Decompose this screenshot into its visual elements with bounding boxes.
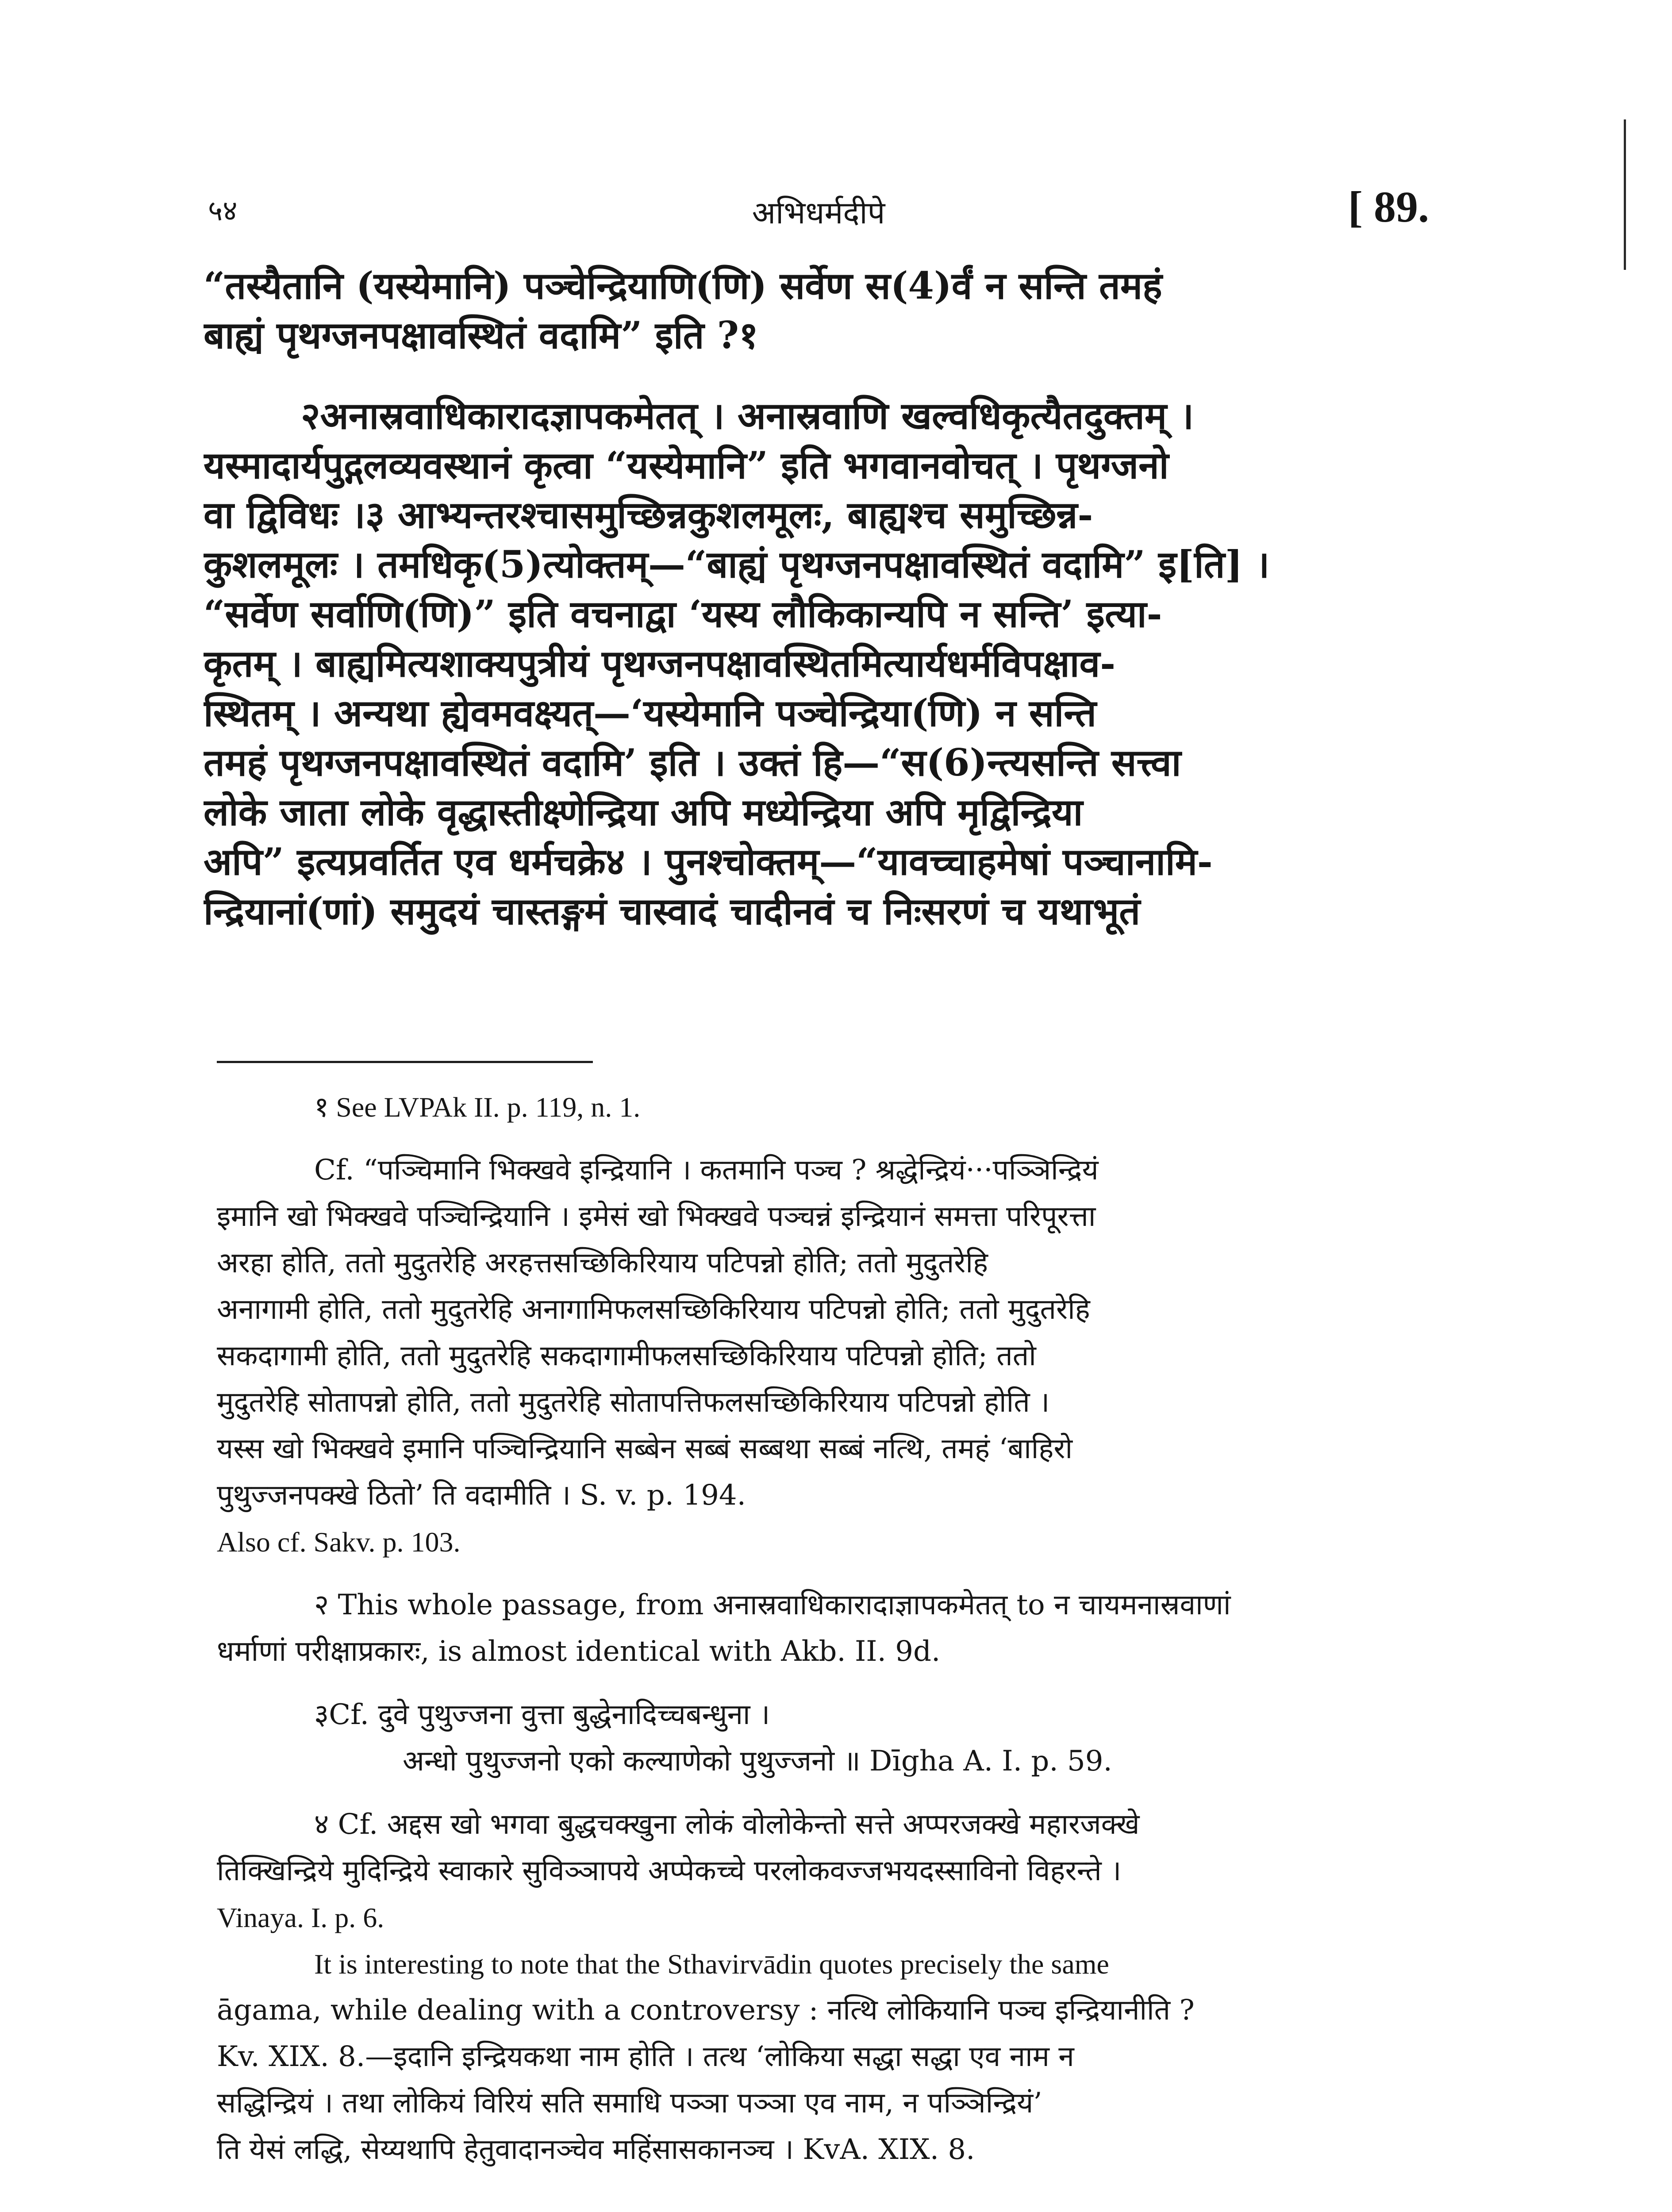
main-sanskrit-text <box>204 261 1478 936</box>
bracket-page-number: [ 89. <box>1348 182 1429 231</box>
text-line: लोके जाता लोके वृद्धास्तीक्ष्णेन्द्रिया अपि मध्येन्द्रिया अपि मृद्विन्द्रिया <box>204 790 1083 834</box>
text-line: स्थितम् । अन्यथा ह्येवमवक्ष्यत्—‘यस्येमानि पञ्चेन्द्रिया(णि) न सन्ति <box>204 691 1097 735</box>
page-number-devanagari: ५४ <box>208 195 238 227</box>
text-line: वा द्विविधः ।३ आभ्यन्तरश्चासमुच्छिन्नकुशलमूलः, बाह्यश्च समुच्छिन्न- <box>204 493 1093 537</box>
text-line: “तस्यैतानि (यस्येमानि) पञ्चेन्द्रियाणि(णि) सर्वेण स(4)र्वं न सन्ति तमहं <box>204 264 1162 307</box>
footnote-line: Cf. “पञ्चिमानि भिक्खवे इन्द्रियानि । कतमानि पञ्च ? श्रद्धेन्द्रियं···पञ्ञिन्द्रियं <box>314 1154 1099 1187</box>
footnote-line: तिक्खिन्द्रिये मुदिन्द्रिये स्वाकारे सुविञ्ञापये अप्पेकच्चे परलोकवज्जभयदस्साविनो विहरन्ते । <box>217 1855 1122 1887</box>
footnote-line: अरहा होति, ततो मुदुतरेहि अरहत्तसच्छिकिरियाय पटिपन्नो होति; ततो मुदुतरेहि <box>217 1247 988 1279</box>
footnote-line: Also cf. Sakv. p. 103. <box>217 1526 461 1558</box>
text-line: न्द्रियानां(णां) समुदयं चास्तङ्गमं चास्वादं चादीनवं च निःसरणं च यथाभूतं <box>204 889 1141 933</box>
footnote-3 <box>217 1692 1469 1785</box>
footnote-line: अनागामी होति, ततो मुदुतरेहि अनागामिफलसच्छिकिरियाय पटिपन्नो होति; ततो मुदुतरेहि <box>217 1293 1090 1326</box>
text-line: बाह्यं पृथग्जनपक्षावस्थितं वदामि” इति ?१ <box>204 313 758 357</box>
running-header <box>208 181 1429 243</box>
text-line: तमहं पृथग्जनपक्षावस्थितं वदामि’ इति । उक्तं हि—“स(6)न्त्यसन्ति सत्त्वा <box>204 741 1181 784</box>
text-line: अपि” इत्यप्रवर्तित एव धर्मचक्रे४ । पुनश्चोक्तम्—“यावच्चाहमेषां पञ्चानामि- <box>204 840 1213 883</box>
footnote-line: सद्धिन्द्रियं । तथा लोकियं विरियं सति समाधि पञ्ञा पञ्ञा एव नाम, न पञ्ञिन्द्रियं’ <box>217 2087 1042 2120</box>
footnote-2 <box>217 1582 1469 1675</box>
text-line: “सर्वेण सर्वाणि(णि)” इति वचनाद्वा ‘यस्य लौकिकान्यपि न सन्ति’ इत्या- <box>204 592 1162 636</box>
footnote-line: Vinaya. I. p. 6. <box>217 1902 384 1933</box>
paragraph-1 <box>204 261 1478 360</box>
footnote-line: अन्धो पुथुज्जनो एको कल्याणेको पुथुज्जनो ॥ Dīgha A. I. p. 59. <box>403 1745 1112 1778</box>
footnote-line: इमानि खो भिक्खवे पञ्चिन्द्रियानि । इमेसं खो भिक्खवे पञ्चन्नं इन्द्रियानं समत्ता परिपूरत्ता <box>217 1200 1096 1233</box>
footnote-line: ३Cf. दुवे पुथुज्जना वुत्ता बुद्धेनादिच्चबन्धुना । <box>314 1698 770 1731</box>
footnote-line: It is interesting to note that the Sthavirvādin quotes precisely the same <box>314 1948 1109 1980</box>
footnote-line: ४ Cf. अद्दस खो भगवा बुद्धचक्खुना लोकं वोलोकेन्तो सत्ते अप्परजक्खे महारजक्खे <box>314 1808 1140 1841</box>
footnote-line: मुदुतरेहि सोतापन्नो होति, ततो मुदुतरेहि सोतापत्तिफलसच्छिकिरियाय पटिपन्नो होति । <box>217 1386 1050 1419</box>
text-line: कुशलमूलः । तमधिकृ(5)त्योक्तम्—“बाह्यं पृथग्जनपक्षावस्थितं वदामि” इ[ति] । <box>204 542 1270 586</box>
text-line: २अनास्रवाधिकारादज्ञापकमेतत् । अनास्रवाणि खल्वधिकृत्यैतदुक्तम् । <box>301 394 1194 438</box>
footnote-separator <box>217 1061 593 1063</box>
footnote-line: ति येसं लद्धि, सेय्यथापि हेतुवादानञ्चेव महिंसासकानञ्च । KvA. XIX. 8. <box>217 2133 975 2166</box>
binding-edge-mark <box>1624 119 1626 270</box>
footnote-line: धर्माणां परीक्षाप्रकारः, is almost identical with Akb. II. 9d. <box>217 1635 941 1668</box>
text-line: कृतम् । बाह्यमित्यशाक्यपुत्रीयं पृथग्जनपक्षावस्थितमित्यार्यधर्मविपक्षाव- <box>204 641 1116 685</box>
footnote-4 <box>217 1801 1469 1941</box>
footnote-line: āgama, while dealing with a controversy : नत्थि लोकियानि पञ्च इन्द्रियानीति ? <box>217 1994 1195 2027</box>
footnote-line: Kv. XIX. 8.—इदानि इन्द्रियकथा नाम होति । तत्थ ‘लोकिया सद्धा सद्धा एव नाम न <box>217 2040 1074 2073</box>
footnote-line: यस्स खो भिक्खवे इमानि पञ्चिन्द्रियानि सब्बेन सब्बं सब्बथा सब्बं नत्थि, तमहं ‘बाहिरो <box>217 1432 1073 1465</box>
footnote-1 <box>217 1084 1469 1565</box>
footnote-line: २ This whole passage, from अनास्रवाधिकारादाज्ञापकमेतत् to न चायमनास्रवाणां <box>314 1589 1231 1621</box>
text-line: यस्मादार्यपुद्गलव्यवस्थानं कृत्वा “यस्येमानि” इति भगवानवोचत् । पृथग्जनो <box>204 443 1169 487</box>
footnote-line: १ See LVPAk II. p. 119, n. 1. <box>314 1091 641 1123</box>
running-title: अभिधर्मदीपे <box>752 195 885 231</box>
footnote-line: पुथुज्जनपक्खे ठितो’ ति वदामीति । S. v. p. 194. <box>217 1479 746 1512</box>
footnote-5 <box>217 1941 1469 2173</box>
footnote-line: सकदागामी होति, ततो मुदुतरेहि सकदागामीफलसच्छिकिरियाय पटिपन्नो होति; ततो <box>217 1340 1036 1372</box>
paragraph-2 <box>204 391 1478 936</box>
footnotes <box>217 1084 1469 2173</box>
